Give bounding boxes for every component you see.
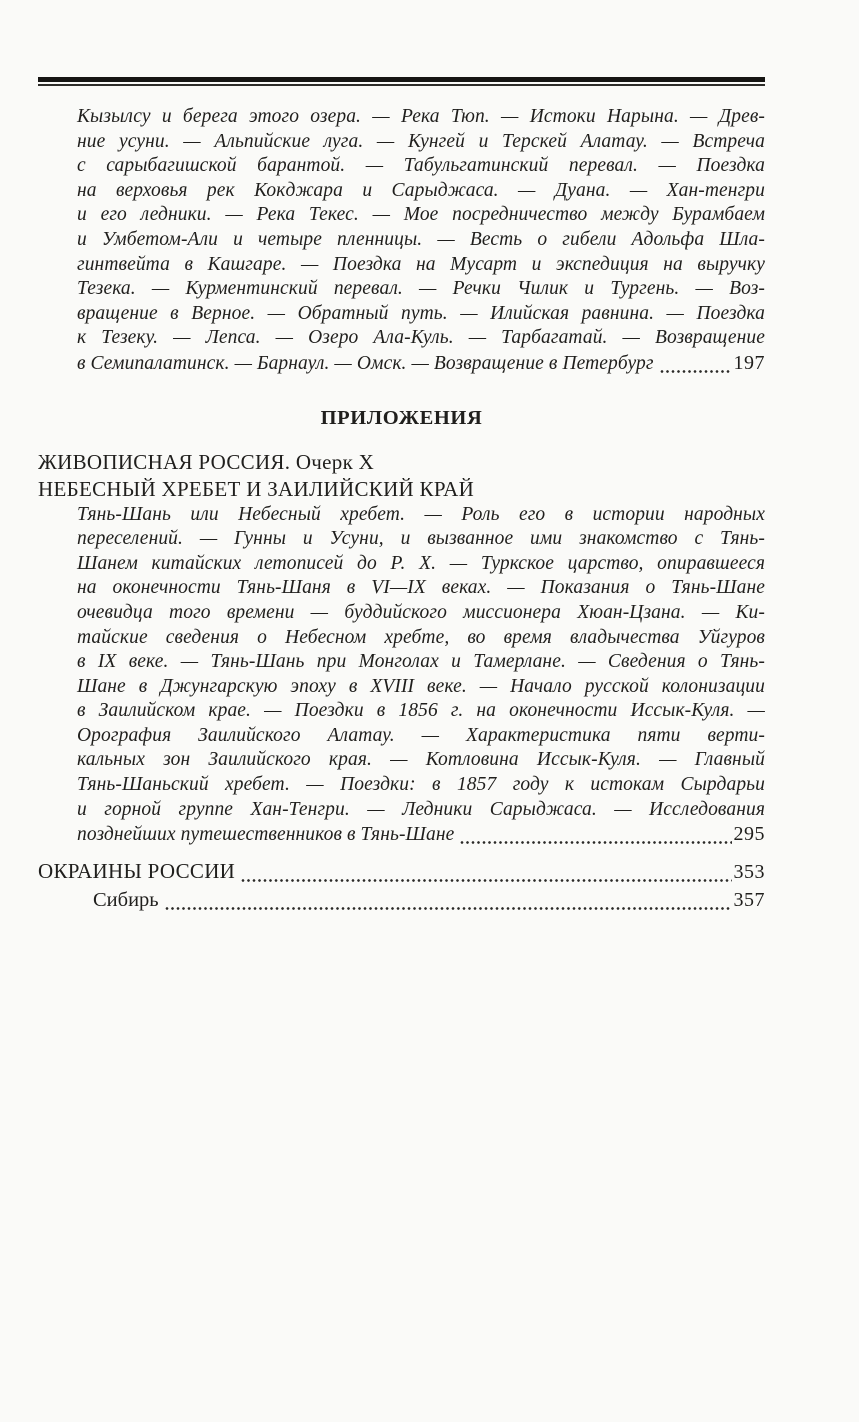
summary-line: Тянь-Шаньский хребет. — Поездки: в 1857 году к истокам Сырдарьи (77, 774, 765, 796)
appendices-heading: ПРИЛОЖЕНИЯ (320, 406, 483, 429)
summary-line: Шане в Джунгарскую эпоху в XVIII веке. — Начало русской колонизации (77, 675, 765, 697)
appendix-summary-text (77, 503, 765, 823)
summary-line: Кызылсу и берега этого озера. — Река Тюп. — Истоки Нарына. — Древ- (77, 106, 765, 127)
summary-line: и его ледники. — Река Текес. — Мое посредничество между Бурамбаем (77, 204, 765, 226)
header-double-rule (38, 77, 765, 86)
summary-line: гинтвейта в Кашгаре. — Поездка на Мусарт и экспедиция на выручку (77, 253, 765, 275)
summary-line: на верховья рек Кокджара и Сарыджаса. — Дуана. — Хан-тенгри (77, 179, 765, 201)
summary-line: с сарыбагишской барантой. — Табульгатинский перевал. — Поездка (77, 155, 765, 177)
rule-thick-line (38, 77, 765, 82)
essay-title-line2: НЕБЕСНЫЙ ХРЕБЕТ И ЗАИЛИЙСКИЙ КРАЙ (38, 476, 475, 501)
summary-line: очевидца того времени — буддийского миссионера Хюан-Цзана. — Ки- (77, 601, 765, 623)
sibir-label: Сибирь (93, 888, 159, 911)
appendix-summary-last-text: позднейших путешественников в Тянь-Шане (77, 824, 455, 846)
book-page-content (38, 0, 765, 914)
toc-entry-okrainy-rossii (38, 858, 765, 886)
summary-line: Тянь-Шань или Небесный хребет. — Роль его в истории народных (77, 503, 765, 525)
summary-line: ние усуни. — Альпийские луга. — Кунгей и Терскей Алатау. — Встреча (77, 130, 765, 152)
dot-leader (660, 368, 732, 375)
rule-thin-line (38, 84, 765, 86)
summary-line: на оконечности Тянь-Шаня в VI—IX веках. — Показания о Тянь-Шане (77, 577, 765, 599)
summary-line: в IX веке. — Тянь-Шань при Монголах и Тамерлане. — Сведения о Тянь- (77, 651, 765, 673)
summary-line: в Заилийском крае. — Поездки в 1856 г. на оконечности Иссык-Куля. — (77, 700, 765, 722)
summary-line: и горной группе Хан-Тенгри. — Ледники Сарыджаса. — Исследования (77, 798, 765, 820)
essay-title-line1: ЖИВОПИСНАЯ РОССИЯ. Очерк X (38, 449, 375, 474)
summary-line: Тезека. — Курментинский перевал. — Речки Чилик и Тургень. — Воз- (77, 278, 765, 300)
dot-leader (460, 839, 731, 846)
summary-line: Шанем китайских летописей до Р. Х. — Туркское царство, опиравшееся (77, 552, 765, 574)
okrainy-page-number: 353 (733, 860, 765, 883)
summary-line: тайские сведения о Небесном хребте, во время владычества Уйгуров (77, 626, 765, 648)
summary-line: переселений. — Гунны и Усуни, и вызванное ими знакомство с Тянь- (77, 528, 765, 550)
chapter-summary-last-text: в Семипалатинск. — Барнаул. — Омск. — Возвращение в Петербург (77, 352, 654, 374)
chapter-summary-text (77, 105, 765, 351)
chapter-page-number: 197 (733, 351, 765, 374)
summary-line: Орография Заилийского Алатау. — Характеристика пяти верти- (77, 724, 765, 746)
dot-leader (241, 877, 731, 884)
toc-entry-appendix-summary (77, 503, 765, 848)
appendix-summary-last-line (77, 822, 765, 848)
summary-line: к Тезеку. — Лепса. — Озеро Ала-Куль. — Тарбагатай. — Возвращение (77, 327, 765, 349)
chapter-summary-last-line (77, 351, 765, 377)
summary-line: вращение в Верное. — Обратный путь. — Илийская равнина. — Поездка (77, 302, 765, 324)
summary-line: кальных зон Заилийского края. — Котловина Иссык-Куля. — Главный (77, 749, 765, 771)
dot-leader (165, 905, 732, 912)
sibir-page-number: 357 (733, 888, 765, 911)
summary-line: и Умбетом-Али и четыре пленницы. — Весть о гибели Адольфа Шла- (77, 228, 765, 250)
okrainy-label: ОКРАИНЫ РОССИИ (38, 858, 236, 883)
toc-entry-sibir (93, 886, 765, 914)
toc-entry-chapter-summary (77, 105, 765, 377)
appendix-page-number: 295 (733, 823, 765, 846)
